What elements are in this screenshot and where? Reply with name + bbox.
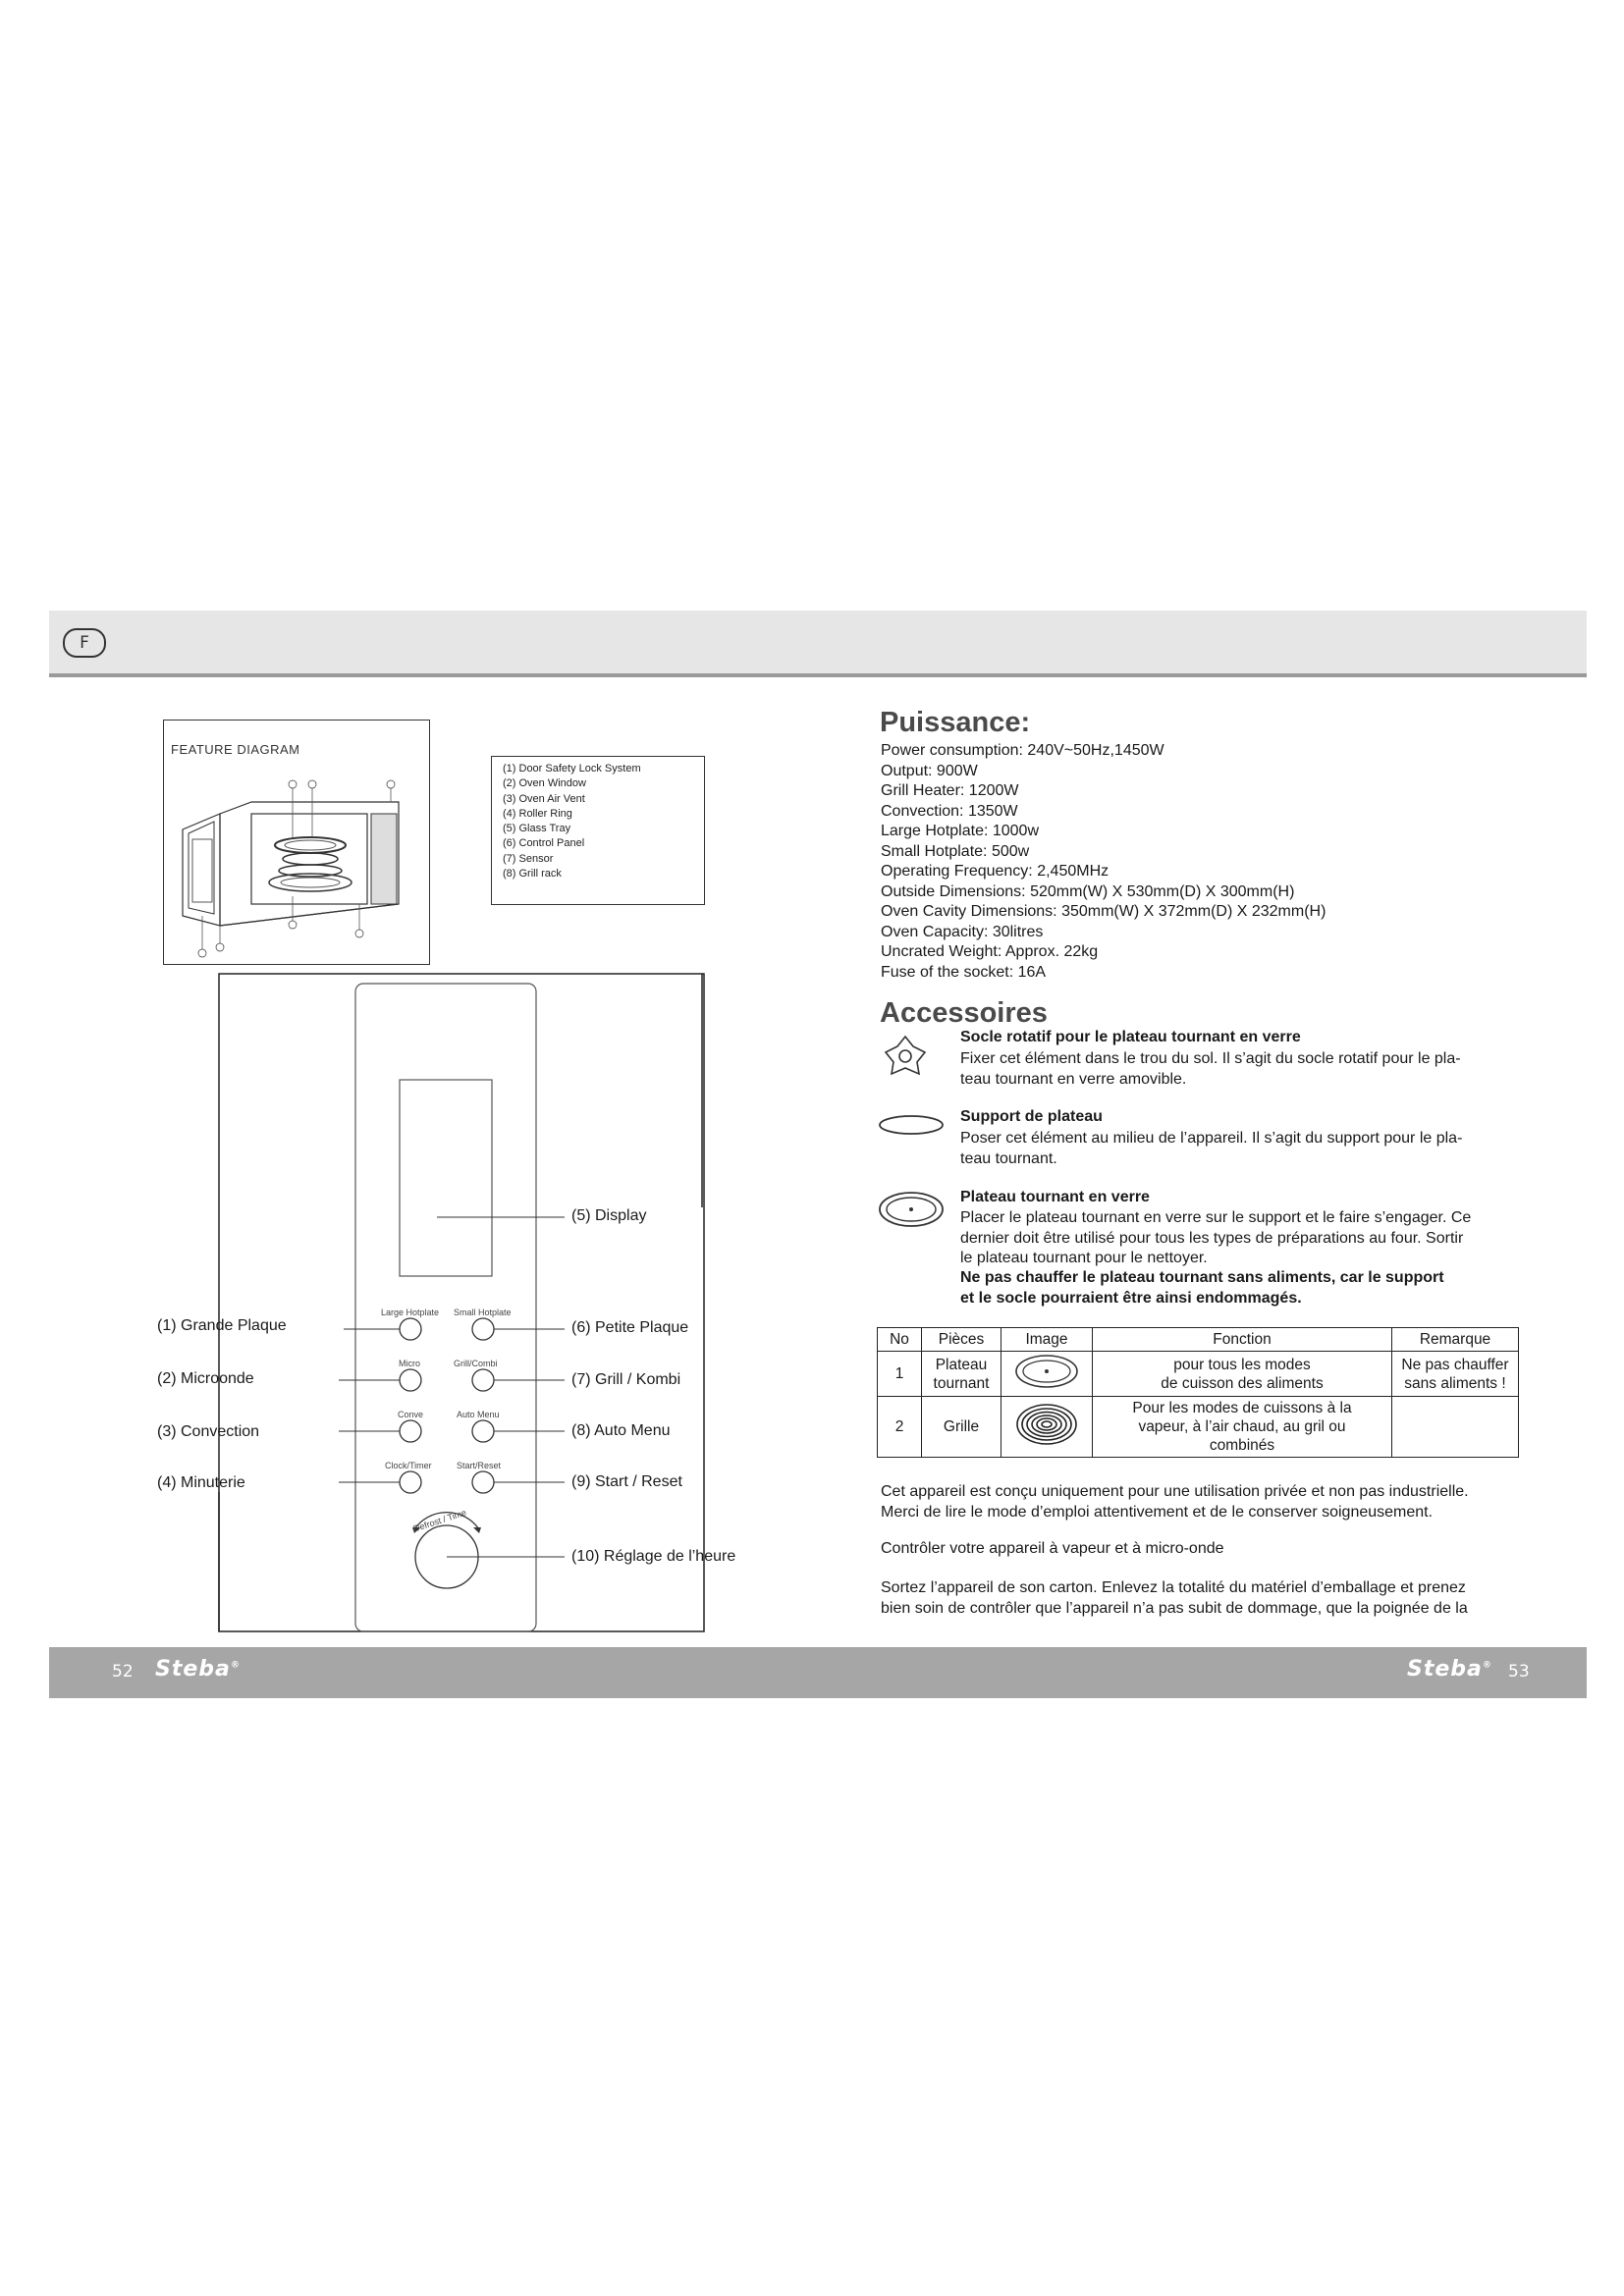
spec-item: Outside Dimensions: 520mm(W) X 530mm(D) X 300mm(H) — [881, 882, 1295, 900]
brand-logo-right: Steba® — [1407, 1657, 1492, 1682]
label-auto-menu: (8) Auto Menu — [571, 1422, 671, 1439]
table-header: No — [878, 1328, 922, 1352]
table-cell-line: sans aliments ! — [1404, 1374, 1506, 1392]
table-cell-line: tournant — [933, 1374, 990, 1392]
button-caption-conve: Conve — [398, 1410, 424, 1419]
accessory-text — [960, 1049, 1528, 1090]
brand-logo-left: Steba® — [155, 1657, 241, 1682]
paragraph-line: Cet appareil est conçu uniquement pour une utilisation privée et non pas industrielle. — [881, 1483, 1469, 1500]
table-cell-function — [1093, 1352, 1392, 1397]
puissance-heading: Puissance: — [880, 707, 1031, 738]
grill-rack-thumbnail-icon — [1014, 1400, 1079, 1449]
paragraph-line: bien soin de contrôler que l’appareil n’a pas subit de dommage, que la poignée de la — [881, 1599, 1468, 1617]
label-start-reset: (9) Start / Reset — [571, 1473, 682, 1490]
button-caption-grill-combi: Grill/Combi — [454, 1359, 498, 1368]
spec-item: Fuse of the socket: 16A — [881, 963, 1047, 981]
table-cell-image — [1001, 1397, 1093, 1458]
paragraph-line: Sortez l’appareil de son carton. Enlevez la totalité du matériel d’emballage et prenez — [881, 1579, 1466, 1596]
page-number-right: 53 — [1508, 1662, 1530, 1682]
spec-item: Convection: 1350W — [881, 802, 1018, 820]
feature-diagram-title: FEATURE DIAGRAM — [171, 742, 300, 757]
label-reglage-heure: (10) Réglage de l’heure — [571, 1548, 736, 1565]
accessory-text-line: Fixer cet élément dans le trou du sol. Il s’agit du socle rotatif pour le pla- — [960, 1050, 1461, 1067]
accessory-text-line: le plateau tournant pour le nettoyer. — [960, 1250, 1208, 1266]
feature-legend-list — [503, 762, 641, 881]
page-number-left: 52 — [112, 1662, 134, 1682]
spec-item: Uncrated Weight: Approx. 22kg — [881, 943, 1099, 960]
table-row — [878, 1397, 1519, 1458]
button-caption-start-reset: Start/Reset — [457, 1461, 502, 1470]
label-grill-kombi: (7) Grill / Kombi — [571, 1371, 681, 1388]
label-minuterie: (4) Minuterie — [157, 1474, 245, 1491]
accessory-title: Socle rotatif pour le plateau tournant en verre — [960, 1029, 1301, 1045]
parts-table — [877, 1327, 1519, 1458]
accessory-text-line: dernier doit être utilisé pour tous les types de préparations au four. Sortir — [960, 1229, 1464, 1247]
table-cell-piece — [922, 1352, 1001, 1397]
button-caption-auto-menu: Auto Menu — [457, 1410, 500, 1419]
language-badge: F — [63, 628, 106, 658]
spec-item: Small Hotplate: 500w — [881, 842, 1030, 860]
glass-tray-icon — [878, 1190, 945, 1229]
accessory-title: Support de plateau — [960, 1108, 1103, 1125]
footer-band — [49, 1647, 1587, 1698]
accessory-text — [960, 1208, 1530, 1269]
table-cell-remark — [1392, 1397, 1519, 1458]
label-display: (5) Display — [571, 1207, 647, 1224]
spec-item: Oven Capacity: 30litres — [881, 923, 1044, 940]
spec-item: Grill Heater: 1200W — [881, 782, 1019, 799]
button-caption-clock-timer: Clock/Timer — [385, 1461, 432, 1470]
table-cell-image — [1001, 1352, 1093, 1397]
warning-text — [960, 1268, 1528, 1308]
accessory-text-line: Poser cet élément au milieu de l’appareil. Il s’agit du support pour le pla- — [960, 1130, 1463, 1147]
legend-item: (5) Glass Tray — [503, 823, 571, 835]
spec-item: Operating Frequency: 2,450MHz — [881, 863, 1110, 880]
tray-support-icon — [878, 1113, 945, 1137]
table-cell-line: Ne pas chauffer — [1401, 1356, 1509, 1373]
button-caption-small-hotplate: Small Hotplate — [454, 1308, 512, 1317]
table-row — [878, 1352, 1519, 1397]
legend-item: (3) Oven Air Vent — [503, 792, 585, 805]
spec-list — [881, 741, 1326, 983]
table-header-row — [878, 1328, 1519, 1352]
roller-support-icon — [884, 1033, 927, 1078]
table-cell-line: pour tous les modes — [1173, 1356, 1311, 1373]
microwave-illustration — [163, 720, 430, 965]
legend-item: (8) Grill rack — [503, 868, 562, 881]
table-cell-no: 2 — [878, 1397, 922, 1458]
legend-item: (6) Control Panel — [503, 837, 585, 850]
unpacking-paragraph — [881, 1578, 1539, 1619]
spec-item: Output: 900W — [881, 762, 978, 779]
label-grande-plaque: (1) Grande Plaque — [157, 1317, 287, 1334]
legend-item: (7) Sensor — [503, 852, 554, 865]
accessoires-heading: Accessoires — [880, 997, 1048, 1029]
spec-item: Power consumption: 240V~50Hz,1450W — [881, 742, 1164, 759]
usage-paragraph — [881, 1482, 1539, 1522]
header-divider — [49, 673, 1587, 677]
table-cell-line: vapeur, à l’air chaud, au gril ou — [1138, 1418, 1346, 1435]
paragraph-line: Merci de lire le mode d’emploi attentivement et de le conserver soigneusement. — [881, 1503, 1434, 1521]
label-petite-plaque: (6) Petite Plaque — [571, 1319, 689, 1336]
table-header: Image — [1001, 1328, 1093, 1352]
label-convection: (3) Convection — [157, 1423, 260, 1440]
brand-name: Steba — [1407, 1657, 1483, 1682]
table-cell-line: Pour les modes de cuissons à la — [1132, 1400, 1352, 1416]
table-cell-line: Plateau — [935, 1356, 988, 1373]
accessory-text-line: Placer le plateau tournant en verre sur le support et le faire s’engager. Ce — [960, 1209, 1472, 1226]
brand-name: Steba — [155, 1657, 231, 1682]
dial-caption: Defrost / Time — [411, 1507, 468, 1534]
table-cell-piece: Grille — [922, 1397, 1001, 1458]
glass-tray-thumbnail-icon — [1014, 1354, 1079, 1389]
accessory-text — [960, 1129, 1528, 1169]
legend-item: (1) Door Safety Lock System — [503, 763, 641, 774]
table-header: Remarque — [1392, 1328, 1519, 1352]
warning-line: Ne pas chauffer le plateau tournant sans aliments, car le support — [960, 1269, 1444, 1286]
table-cell-remark — [1392, 1352, 1519, 1397]
control-panel-diagram — [147, 972, 756, 1639]
label-microonde: (2) Microonde — [157, 1370, 254, 1387]
spec-item: Oven Cavity Dimensions: 350mm(W) X 372mm(D) X 232mm(H) — [881, 903, 1326, 920]
button-caption-micro: Micro — [399, 1359, 420, 1368]
legend-item: (2) Oven Window — [503, 777, 586, 790]
spec-item: Large Hotplate: 1000w — [881, 823, 1039, 839]
accessory-text-line: teau tournant en verre amovible. — [960, 1070, 1187, 1088]
accessory-title: Plateau tournant en verre — [960, 1189, 1150, 1205]
table-cell-no: 1 — [878, 1352, 922, 1397]
warning-line: et le socle pourraient être ainsi endommagés. — [960, 1289, 1302, 1307]
table-cell-line: combinés — [1209, 1437, 1275, 1454]
table-header: Pièces — [922, 1328, 1001, 1352]
accessory-text-line: teau tournant. — [960, 1149, 1057, 1167]
table-cell-line: de cuisson des aliments — [1161, 1374, 1324, 1392]
legend-item: (4) Roller Ring — [503, 807, 572, 820]
header-band — [49, 611, 1587, 673]
button-caption-large-hotplate: Large Hotplate — [381, 1308, 440, 1317]
check-heading-paragraph: Contrôler votre appareil à vapeur et à micro-onde — [881, 1540, 1224, 1557]
table-cell-function — [1093, 1397, 1392, 1458]
table-header: Fonction — [1093, 1328, 1392, 1352]
